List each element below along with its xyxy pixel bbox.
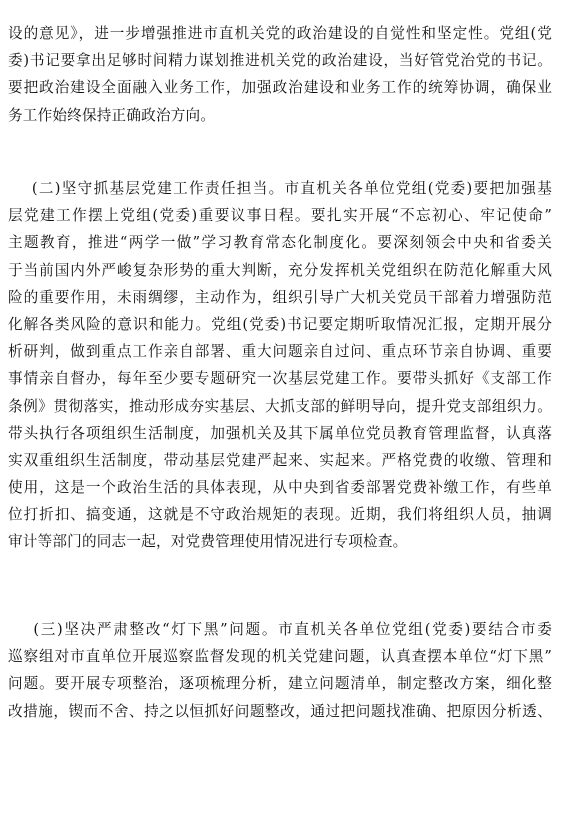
text-line: 设的意见》，进一步增强推进市直机关党的政治建设的自觉性和坚定性。党组(党 <box>8 25 552 42</box>
text-line: 事情亲自督办，每年至少要专题研究一次基层党建工作。要带头抓好《支部工作 <box>8 370 552 388</box>
section-heading-line: (二)坚守抓基层党建工作责任担当。市直机关各单位党组(党委)要把加强基 <box>8 180 552 197</box>
text-line: 析研判，做到重点工作亲自部署、重大问题亲自过问、重点环节亲自协调、重要 <box>8 343 552 361</box>
text-line: 于当前国内外严峻复杂形势的重大判断，充分发挥机关党组织在防范化解重大风 <box>8 261 552 279</box>
text-line: 带头执行各项组织生活制度，加强机关及其下属单位党员教育管理监督，认真落 <box>8 424 552 442</box>
text-line: 委)书记要拿出足够时间精力谋划推进机关党的政治建设，当好管党治党的书记。 <box>8 52 552 70</box>
section-heading-line: (三)坚决严肃整改“灯下黑”问题。市直机关各单位党组(党委)要结合市委 <box>8 621 552 638</box>
text-line: 位打折扣、搞变通，这就是不守政治规矩的表现。近期，我们将组织人员，抽调 <box>8 506 552 524</box>
text-line: 化解各类风险的意识和能力。党组(党委)书记要定期听取情况汇报，定期开展分 <box>8 315 552 333</box>
text-line: 问题。要开展专项整治，逐项梳理分析，建立问题清单，制定整改方案，细化整 <box>8 675 552 693</box>
paragraph-rectification <box>8 616 552 725</box>
text-line: 实双重组织生活制度，带动基层党建严起来、实起来。严格党费的收缴、管理和 <box>8 451 552 469</box>
text-line: 主题教育，推进“两学一做”学习教育常态化制度化。要深刻领会中央和省委关 <box>8 234 552 252</box>
paragraph-political-construction <box>8 20 552 129</box>
text-line: 条例》贯彻落实，推动形成夯实基层、大抓支部的鲜明导向，提升党支部组织力。 <box>8 397 552 415</box>
text-line: 层党建工作摆上党组(党委)重要议事日程。要扎实开展“不忘初心、牢记使命” <box>8 207 552 225</box>
text-line: 险的重要作用，未雨绸缪，主动作为，组织引导广大机关党员干部着力增强防范 <box>8 288 552 306</box>
text-line: 务工作始终保持正确政治方向。 <box>8 106 216 124</box>
text-line: 使用，这是一个政治生活的具体表现，从中央到省委部署党费补缴工作，有些单 <box>8 479 552 497</box>
text-line: 巡察组对市直单位开展巡察监督发现的机关党建问题，认真查摆本单位“灯下黑” <box>8 648 552 666</box>
text-line: 要把政治建设全面融入业务工作，加强政治建设和业务工作的统筹协调，确保业 <box>8 79 552 97</box>
text-line: 改措施，锲而不舍、持之以恒抓好问题整改，通过把问题找准确、把原因分析透、 <box>8 702 552 720</box>
paragraph-grassroots-party-building <box>8 175 552 556</box>
text-line: 审计等部门的同志一起，对党费管理使用情况进行专项检查。 <box>8 533 408 551</box>
